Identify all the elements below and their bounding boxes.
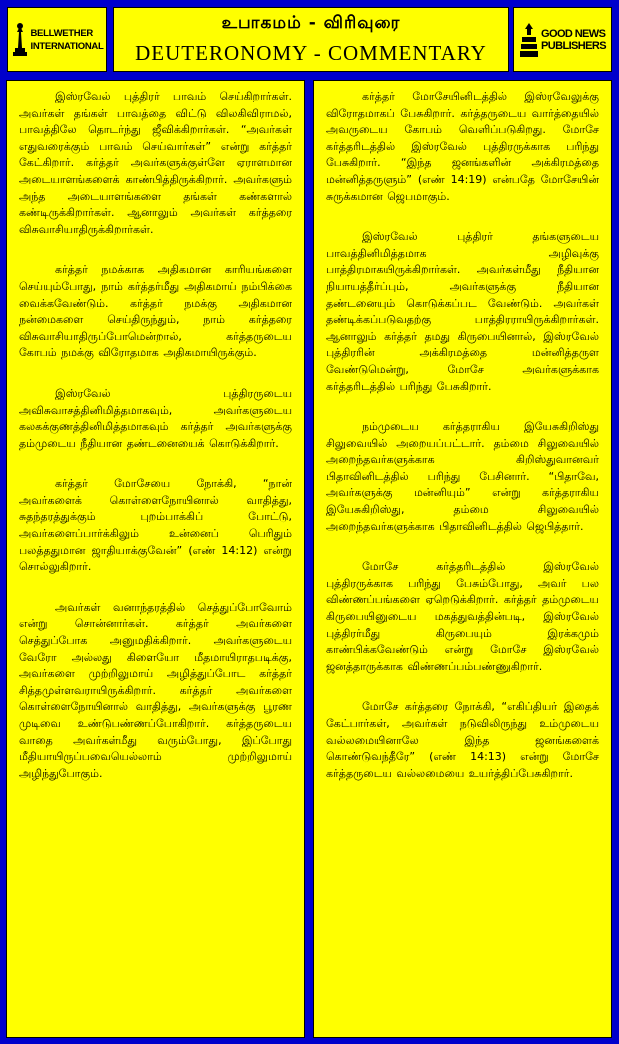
left-column <box>6 80 305 1038</box>
paragraph: கர்த்தர் நமக்காக அதிகமான காரியங்களை செய்யும்போது, நாம் கர்த்தர்மீது அதிகமாய் நம்பிக்கை வைக்கவேண்டும். கர்த்தர் நமக்கு அதிகமான நன்மைகளை செய்திருந்தும், நாம் கர்த்தரை விசுவாசியாதிருப்போமென்றால், கர்த்தருடைய கோபம் நமக்கு விரோதமாக அதிகமாயிருக்கும். <box>19 263 292 360</box>
page-title-english: DEUTERONOMY - COMMENTARY <box>135 41 487 65</box>
bellwether-logo <box>7 7 107 72</box>
paragraph: கர்த்தர் மோசேயை நோக்கி, “நான் அவர்களைக் கொள்ளைநோயினால் வாதித்து, சுதந்தரத்துக்கும் புறம்பாக்கிப் போட்டு, அவர்களைப்பார்க்கிலும் உன்னைப் பெரிதும் பலத்ததுமான ஜாதியாக்குவேன்” (எண் 14:12) என்று சொல்லுகிறார். <box>19 477 292 574</box>
bellwether-line2: INTERNATIONAL <box>30 40 104 52</box>
right-column <box>313 80 612 1038</box>
gnp-line2: PUBLISHERS <box>541 39 606 52</box>
gnp-logo-text <box>541 28 606 52</box>
book-stack-icon <box>519 21 539 59</box>
page-header <box>3 3 616 76</box>
paragraph: அவர்கள் வனாந்தரத்தில் செத்துப்போவோம் என்று சொன்னார்கள். கர்த்தர் அவர்களை செத்துப்போக அனுமதிக்கிறார். அவர்களுடைய வேரோ அல்லது கிளையோ மீதமாயிராதபடிக்கு, அவர்களை முற்றிலுமாய் அழித்துப்போட கர்த்தர் சித்தமுள்ளவராயிருக்கிறார். கர்த்தர் அவர்களை கொள்ளைநோயினால் வாதித்து, அவர்களுக்கு பூரண முடிவை உண்டுபண்ணப்போகிறார். கர்த்தருடைய வாதை அவர்கள்மீது வரும்போது, இப்போது மீதியாயிருப்பவையெல்லாம் முற்றிலுமாய் அழிந்துபோகும். <box>19 600 292 780</box>
bellwether-line1: BELLWETHER <box>30 27 93 39</box>
paragraph: கர்த்தர் மோசேயினிடத்தில் இஸ்ரவேலுக்கு விரோதமாகப் பேசுகிறார். கர்த்தருடைய வார்த்தையில் அவருடைய கோபம் வெளிப்படுகிறது. மோசே கர்த்தரிடத்தில் இஸ்ரவேல் புத்திரருக்காக பரிந்து பேசுகிறார். “இந்த ஜனங்களின் அக்கிரமத்தை மன்னித்தருளும்” (எண் 14:19) என்பதே மோசேயின் சுருக்கமான ஜெபமாகும். <box>326 90 599 203</box>
title-box <box>113 7 509 72</box>
page-title-tamil: உபாகமம் - விரிவுரை <box>221 13 401 33</box>
bellwether-logo-text <box>31 27 104 53</box>
paragraph: இஸ்ரவேல் புத்திரர் தங்களுடைய பாவத்தினிமித்தமாக அழிவுக்கு பாத்திரமாகயிருக்கிறார்கள். அவர்கள்மீது நீதியான நியாயத்தீர்ப்பும், அவர்களுக்கு நீதியான தண்டனையும் கொடுக்கப்பட வேண்டும். அவர்கள் தண்டிக்கப்படுவதற்கு பாத்திரராயிருக்கிறார்கள். ஆனாலும் கர்த்தர் தமது கிருபையினால், இஸ்ரவேல் புத்திரரின் அக்கிரமத்தை மன்னித்தருள வேண்டுமென்று, மோசே அவர்களுக்காக கர்த்தரிடத்தில் பரிந்து பேசுகிறார். <box>326 230 599 393</box>
paragraph: மோசே கர்த்தரிடத்தில் இஸ்ரவேல் புத்திரருக்காக பரிந்து பேசும்போது, அவர் பல விண்ணப்பங்களை ஏறெடுக்கிறார். கர்த்தர் தம்முடைய கிருபையினுடைய மகத்துவத்தின்படி, இஸ்ரவேல் புத்திரர்மீது கிருபையும் இரக்கமும் காண்பிக்கவேண்டும் என்று மோசே இஸ்ரவேல் ஜனத்தாருக்காக விண்ணப்பம்பண்ணுகிறார். <box>326 560 599 673</box>
good-news-publishers-logo <box>513 7 612 72</box>
paragraph: மோசே கர்த்தரை நோக்கி, “எகிப்தியர் இதைக் கேட்பார்கள், அவர்கள் நடுவிலிருந்து உம்முடைய வல்லமையினாலே இந்த ஜனங்களைக் கொண்டுவந்தீரே” (எண் 14:13) என்று மோசே கர்த்தருடைய வல்லமையை உயர்த்திப்பேசுகிறார். <box>326 700 599 780</box>
paragraph: இஸ்ரவேல் புத்திரர் பாவம் செய்கிறார்கள். அவர்கள் தங்கள் பாவத்தை விட்டு விலகிவிராமல், பாவத்திலே தொடர்ந்து ஜீவிக்கிறார்கள். “அவர்கள் எதுவரைக்கும் பாவம் செய்வார்கள்” என்று கர்த்தர் கேட்கிறார். கர்த்தர் அவர்களுக்குள்ளே ஏராளமான அடையாளங்களைக் காண்பித்திருக்கிறார். அவர்களும் அந்த அடையாளங்களை தங்கள் கண்களால் கண்டிருக்கிறார்கள். ஆனாலும் அவர்கள் கர்த்தரை விசுவாசியாதிருக்கிறார்கள். <box>19 90 292 236</box>
bellwether-figure-icon <box>11 22 29 58</box>
gnp-line1: GOOD NEWS <box>541 27 606 40</box>
paragraph: நம்முடைய கர்த்தராகிய இயேசுகிறிஸ்து சிலுவையில் அறையப்பட்டார். தம்மை சிலுவையில் அறைந்தவர்களுக்காக கிறிஸ்துவானவர் பிதாவினிடத்தில் பரிந்து பேசினார். “பிதாவே, அவர்களுக்கு மன்னியும்” என்று கர்த்தராகிய இயேசுகிறிஸ்து, தம்மை சிலுவையில் அறைந்தவர்களுக்காக பிதாவினிடத்தில் ஜெபித்தார். <box>326 420 599 533</box>
paragraph: இஸ்ரவேல் புத்திரருடைய அவிசுவாசத்தினிமித்தமாகவும், அவர்களுடைய கலகக்குணத்தினிமித்தமாகவும் கர்த்தர் அவர்களுக்கு தம்முடைய நீதியான தண்டனையைக் கொடுக்கிறார். <box>19 386 292 450</box>
